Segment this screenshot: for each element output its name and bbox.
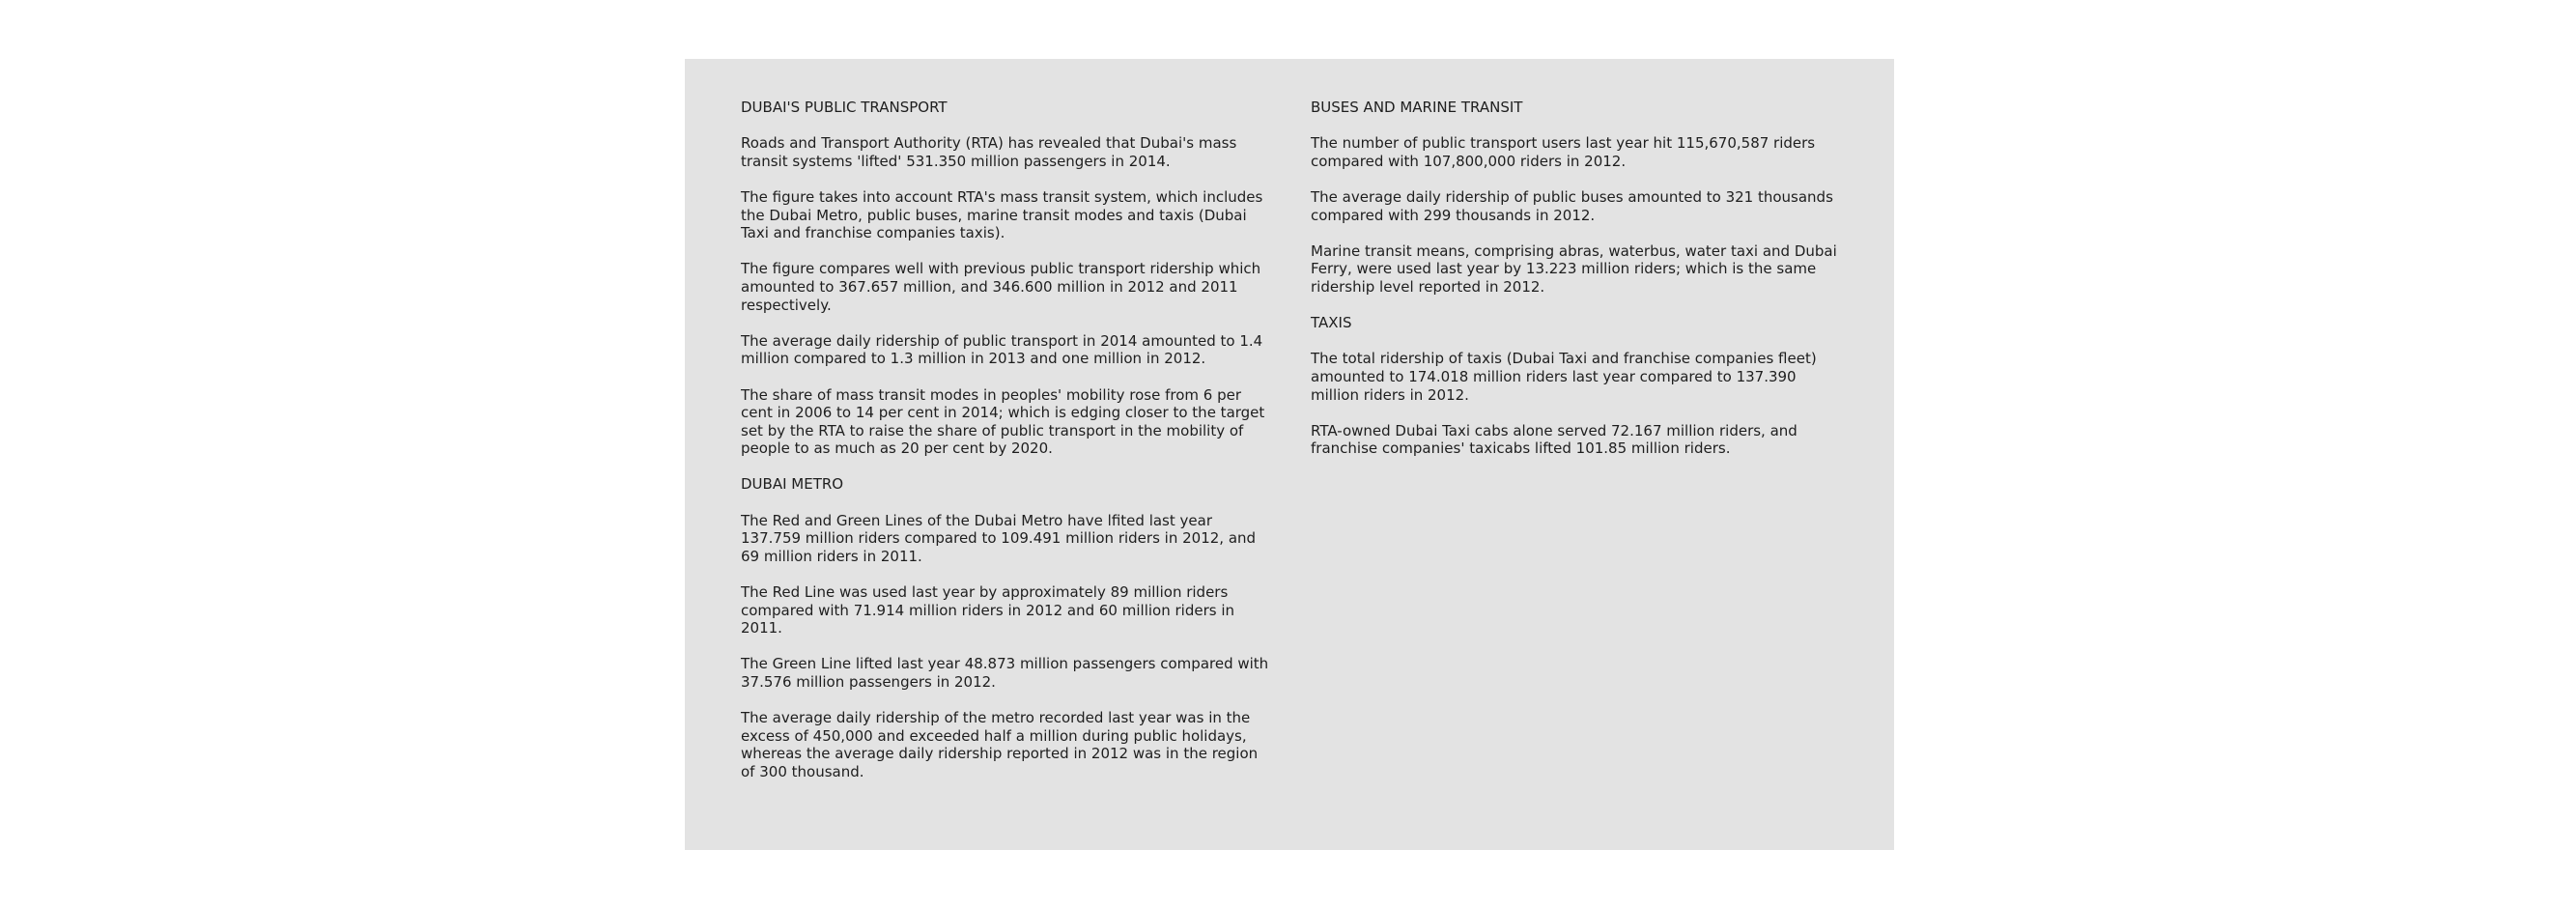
paragraph: The figure compares well with previous public transport ridership which amounted to 367.657 million, and 346.600 million in 2012 and 2011 respectively. [741,260,1261,314]
section-heading-metro: DUBAI METRO [741,475,844,494]
paragraph: The Green Line lifted last year 48.873 million passengers compared with 37.576 million passengers in 2012. [741,655,1269,691]
document-panel [685,59,1894,850]
right-column [1311,99,1840,458]
paragraph: The average daily ridership of public transport in 2014 amounted to 1.4 million compared to 1.3 million in 2013 and one million in 2012. [741,331,1263,368]
paragraph: The Red and Green Lines of the Dubai Metro have lfited last year 137.759 million riders compared to 109.491 million riders in 2012, and 69 million riders in 2011. [741,511,1257,565]
paragraph: The Red Line was used last year by approximately 89 million riders compared with 71.914 million riders in 2012 and 60 million riders in 2011. [741,583,1234,638]
section-heading-public-transport: DUBAI'S PUBLIC TRANSPORT [741,99,948,116]
paragraph: Marine transit means, comprising abras, waterbus, water taxi and Dubai Ferry, were used last year by 13.223 million riders; which is the same ridership level reported in 2012. [1311,241,1837,296]
paragraph: The number of public transport users last year hit 115,670,587 riders compared with 107,800,000 riders in 2012. [1311,134,1816,170]
paragraph: The average daily ridership of public buses amounted to 321 thousands compared with 299 thousands in 2012. [1311,187,1833,224]
paragraph: Roads and Transport Authority (RTA) has revealed that Dubai's mass transit systems 'lifted' 531.350 million passengers in 2014. [741,134,1237,170]
section-heading-buses: BUSES AND MARINE TRANSIT [1311,99,1523,116]
paragraph: The average daily ridership of the metro recorded last year was in the excess of 450,000 and exceeded half a million during public holidays, whereas the average daily ridership reported in 2012 was in the region of 300 thousand. [741,709,1259,780]
paragraph: The figure takes into account RTA's mass transit system, which includes the Dubai Metro, public buses, marine transit modes and taxis (Dubai Taxi and franchise companies taxis). [741,187,1263,242]
paragraph: The total ridership of taxis (Dubai Taxi and franchise companies fleet) amounted to 174.018 million riders last year compared to 137.390 million riders in 2012. [1311,350,1817,404]
section-heading-taxis: TAXIS [1311,314,1352,332]
left-column [741,99,1270,781]
paragraph: RTA-owned Dubai Taxi cabs alone served 72.167 million riders, and franchise companies' taxicabs lifted 101.85 million riders. [1311,421,1798,458]
paragraph: The share of mass transit modes in peoples' mobility rose from 6 per cent in 2006 to 14 per cent in 2014; which is edging closer to the target set by the RTA to raise the share of public transport in the mobility of people to as much as 20 per cent by 2020. [741,385,1265,458]
